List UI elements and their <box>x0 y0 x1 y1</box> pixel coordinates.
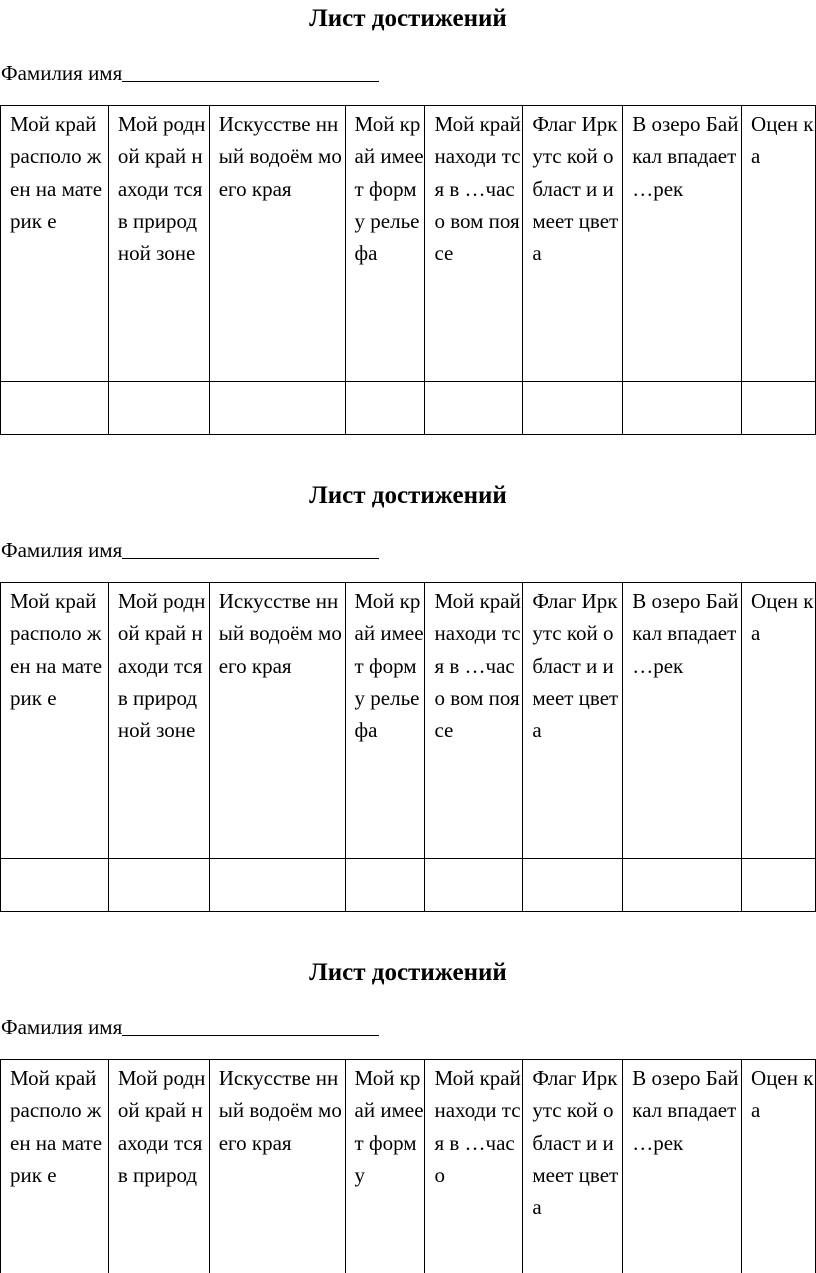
sheet-title: Лист достижений <box>309 482 507 509</box>
answer-cell[interactable] <box>345 382 425 435</box>
answer-cell[interactable] <box>742 859 816 912</box>
answer-cell[interactable] <box>523 382 623 435</box>
header-cell-relief: Мой край имее т форм у релье фа <box>345 583 425 859</box>
header-cell-time-zone: Мой край находи тся в …часо <box>425 1060 523 1273</box>
header-cell-baikal: В озеро Байкал впадает …рек <box>623 1060 742 1273</box>
header-cell-flag: Флаг Иркутс кой област и имеет цвета <box>523 1060 623 1273</box>
header-cell-baikal: В озеро Байкал впадает …рек <box>623 106 742 382</box>
header-row <box>1 583 816 859</box>
name-field <box>1 58 379 88</box>
header-cell-grade: Оцен ка <box>742 106 816 382</box>
answer-cell[interactable] <box>425 382 523 435</box>
name-label: Фамилия имя <box>1 61 123 85</box>
name-label: Фамилия имя <box>1 1015 123 1039</box>
header-cell-flag: Флаг Иркутс кой област и имеет цвета <box>523 583 623 859</box>
name-field <box>1 1012 379 1042</box>
name-field <box>1 535 379 565</box>
header-cell-reservoir: Искусстве нный водоём моего края <box>209 583 345 859</box>
name-blank-line <box>122 1013 379 1036</box>
sheet-title: Лист достижений <box>309 5 507 32</box>
answer-cell[interactable] <box>1 382 109 435</box>
achievement-table <box>0 105 816 435</box>
header-cell-grade: Оцен ка <box>742 583 816 859</box>
header-row <box>1 106 816 382</box>
answer-cell[interactable] <box>425 859 523 912</box>
answer-cell[interactable] <box>1 859 109 912</box>
header-cell-continent: Мой край располо жен на материк е <box>1 583 109 859</box>
header-row <box>1 1060 816 1273</box>
name-blank-line <box>122 536 379 559</box>
header-cell-relief: Мой край имее т форм у <box>345 1060 425 1273</box>
header-cell-flag: Флаг Иркутс кой област и имеет цвета <box>523 106 623 382</box>
achievement-table <box>0 1059 816 1273</box>
answer-cell[interactable] <box>108 859 209 912</box>
answer-cell[interactable] <box>108 382 209 435</box>
answer-row <box>1 382 816 435</box>
header-cell-time-zone: Мой край находи тся в …часо вом поясе <box>425 106 523 382</box>
answer-cell[interactable] <box>742 382 816 435</box>
header-cell-natural-zone: Мой родной край находи тся в природ ной зоне <box>108 106 209 382</box>
answer-row <box>1 859 816 912</box>
header-cell-natural-zone: Мой родной край находи тся в природ <box>108 1060 209 1273</box>
answer-cell[interactable] <box>345 859 425 912</box>
header-cell-grade: Оцен ка <box>742 1060 816 1273</box>
answer-cell[interactable] <box>623 859 742 912</box>
name-label: Фамилия имя <box>1 538 123 562</box>
name-blank-line <box>122 59 379 82</box>
header-cell-relief: Мой край имее т форм у релье фа <box>345 106 425 382</box>
header-cell-natural-zone: Мой родной край находи тся в природ ной зоне <box>108 583 209 859</box>
sheet-title: Лист достижений <box>309 959 507 986</box>
answer-cell[interactable] <box>209 859 345 912</box>
header-cell-time-zone: Мой край находи тся в …часо вом поясе <box>425 583 523 859</box>
header-cell-continent: Мой край располо жен на материк е <box>1 1060 109 1273</box>
achievement-table <box>0 582 816 912</box>
header-cell-continent: Мой край располо жен на материк е <box>1 106 109 382</box>
answer-cell[interactable] <box>523 859 623 912</box>
answer-cell[interactable] <box>209 382 345 435</box>
header-cell-baikal: В озеро Байкал впадает …рек <box>623 583 742 859</box>
answer-cell[interactable] <box>623 382 742 435</box>
header-cell-reservoir: Искусстве нный водоём моего края <box>209 106 345 382</box>
header-cell-reservoir: Искусстве нный водоём моего края <box>209 1060 345 1273</box>
